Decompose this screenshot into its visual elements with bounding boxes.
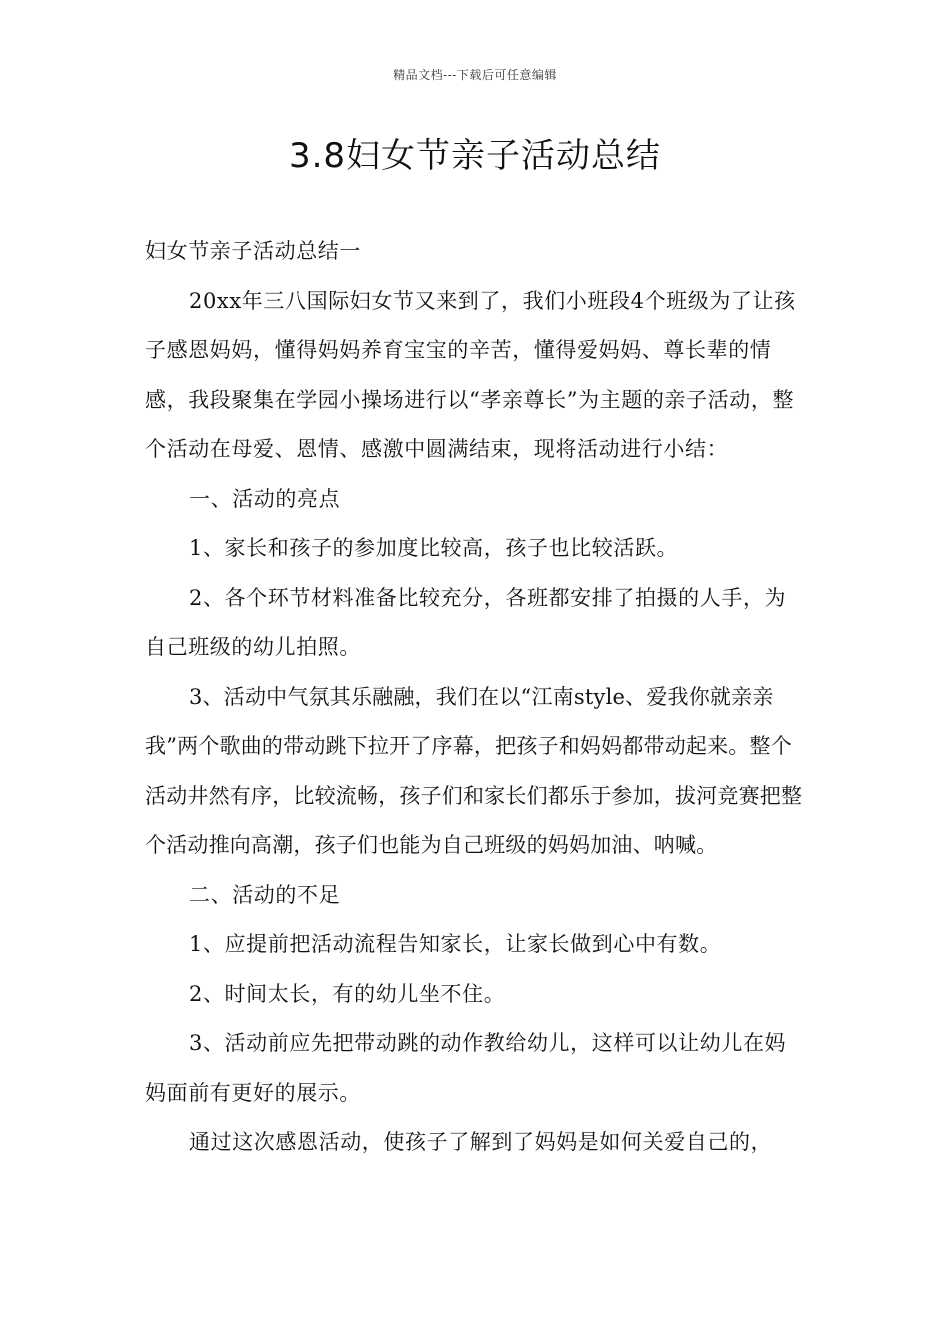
- list-item-highlight-3: 3、活动中气氛其乐融融，我们在以“江南style、爱我你就亲亲我”两个歌曲的带动跳下拉开了序幕，把孩子和妈妈都带动起来。整个活动井然有序，比较流畅，孩子们和家长们都乐于参加，拔河竞赛把整个活动推向高潮，孩子们也能为自己班级的妈妈加油、呐喊。: [145, 684, 803, 857]
- subheading-shortcomings: 二、活动的不足: [189, 882, 341, 907]
- section-heading: 妇女节亲子活动总结一: [145, 239, 361, 263]
- list-item-shortcoming-2: 2、时间太长，有的幼儿坐不住。: [189, 981, 506, 1006]
- paragraph-conclusion: 通过这次感恩活动，使孩子了解到了妈妈是如何关爱自己的，: [189, 1130, 773, 1154]
- list-item-shortcoming-3: 3、活动前应先把带动跳的动作教给幼儿，这样可以让幼儿在妈妈面前有更好的展示。: [145, 1031, 787, 1105]
- list-item-highlight-2: 2、各个环节材料准备比较充分，各班都安排了拍摄的人手，为自己班级的幼儿拍照。: [145, 585, 787, 659]
- header-note: 精品文档---下载后可任意编辑: [393, 68, 557, 82]
- list-item-shortcoming-1: 1、应提前把活动流程告知家长，让家长做到心中有数。: [189, 932, 722, 956]
- document-title: 3.8妇女节亲子活动总结: [288, 136, 662, 176]
- subheading-highlights: 一、活动的亮点: [189, 486, 341, 511]
- list-item-highlight-1: 1、家长和孩子的参加度比较高，孩子也比较活跃。: [189, 536, 679, 560]
- document-body: [145, 227, 807, 1168]
- paragraph-intro: 20xx年三八国际妇女节又来到了，我们小班段4个班级为了让孩子感恩妈妈，懂得妈妈养育宝宝的辛苦，懂得爱妈妈、尊长辈的情感，我段聚集在学园小操场进行以“孝亲尊长”为主题的亲子活动，整个活动在母爱、恩情、感激中圆满结束，现将活动进行小结：: [145, 288, 796, 461]
